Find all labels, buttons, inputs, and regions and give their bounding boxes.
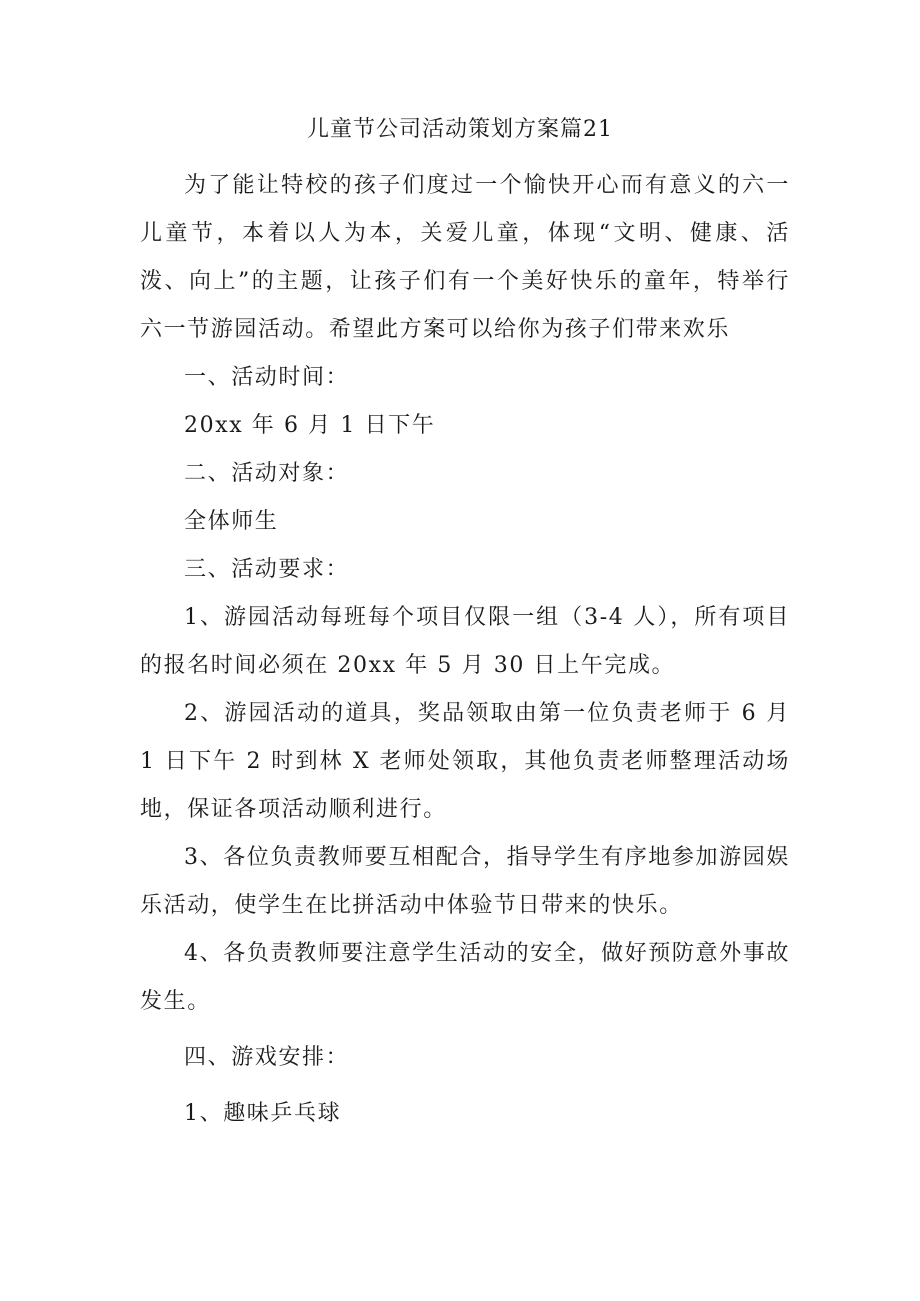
requirement-item-1: 1、游园活动每班每个项目仅限一组（3-4 人），所有项目的报名时间必须在 20xx 年 5 月 30 日上午完成。 <box>140 605 790 678</box>
requirement-item-2: 2、游园活动的道具，奖品领取由第一位负责老师于 6 月 1 日下午 2 时到林 X 老师处领取，其他负责老师整理活动场地，保证各项活动顺利进行。 <box>140 701 790 822</box>
activity-time-text: 20xx 年 6 月 1 日下午 <box>184 413 436 438</box>
document-title: 儿童节公司活动策划方案篇21 <box>307 117 613 142</box>
section-heading-audience: 二、活动对象： <box>184 461 350 486</box>
requirement-item-4: 4、各负责教师要注意学生活动的安全，做好预防意外事故发生。 <box>140 941 790 1014</box>
intro-paragraph: 为了能让特校的孩子们度过一个愉快开心而有意义的六一儿童节，本着以人为本，关爱儿童，体现“文明、健康、活泼、向上”的主题，让孩子们有一个美好快乐的童年，特举行六一节游园活动。希望此方案可以给你为孩子们带来欢乐 <box>140 173 790 342</box>
activity-audience-text: 全体师生 <box>184 509 279 534</box>
game-item-1: 1、趣味乒乓球 <box>184 1101 342 1126</box>
section-heading-time: 一、活动时间： <box>184 365 350 390</box>
section-spacer <box>140 1082 790 1090</box>
section-spacer <box>140 1026 790 1034</box>
section-heading-requirements: 三、活动要求： <box>184 557 350 582</box>
document-body <box>140 162 790 1138</box>
section-heading-games: 四、游戏安排： <box>184 1045 350 1070</box>
requirement-item-3: 3、各位负责教师要互相配合，指导学生有序地参加游园娱乐活动，使学生在比拼活动中体验节日带来的快乐。 <box>140 845 790 918</box>
